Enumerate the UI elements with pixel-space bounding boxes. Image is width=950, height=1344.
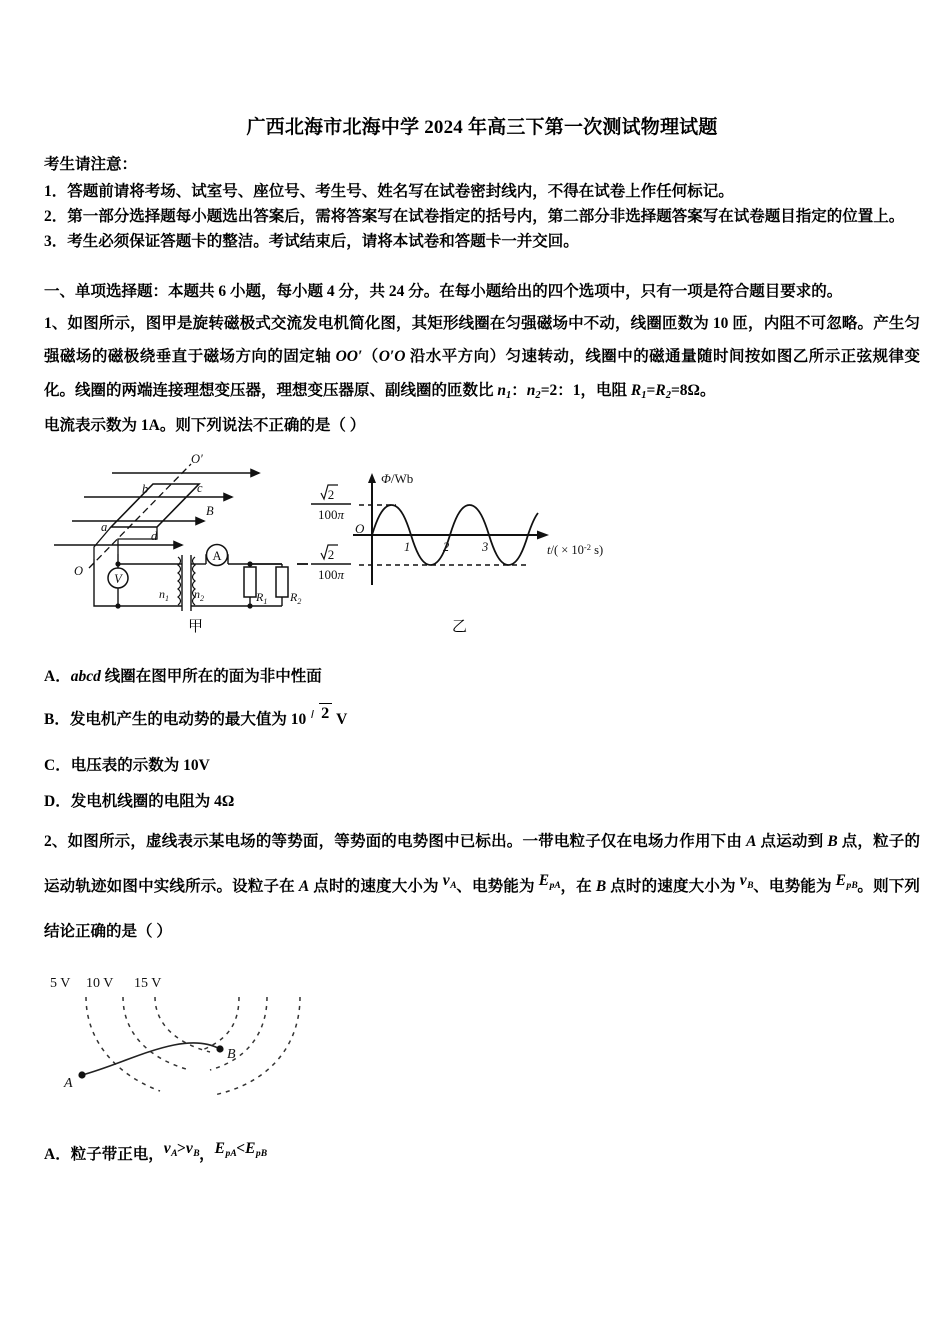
- question-1-axis-label: OO′: [335, 348, 363, 366]
- y-max-denominator: 100π: [317, 506, 345, 522]
- coil-label-b: b: [142, 481, 149, 496]
- resistor-r1-label: $R_1$: [256, 589, 268, 606]
- section-heading: 一、单项选择题：本题共 6 小题，每小题 4 分，共 24 分。在每小题给出的四个选项中，只有一项是符合题目要求的。: [44, 283, 843, 301]
- question-1-axis-label-2: O′O: [378, 348, 406, 366]
- potential-label-5v: 5 V: [50, 976, 71, 992]
- question-1-text-part1: 如图所示，图甲是旋转磁极式交流发电机简化图，其矩形线圈在匀强磁场中不动，线圈匝数为 10 匝，内阻不可忽略。产生匀强磁场的磁极绕垂直于磁场方向的固定轴: [44, 315, 920, 366]
- figure-caption-jia: 甲: [188, 618, 204, 635]
- question-2-point-b-2: B: [595, 878, 607, 896]
- question-1-figures: [44, 451, 920, 641]
- point-b-marker: [216, 1045, 223, 1052]
- question-2-stem: [44, 820, 920, 955]
- voltmeter-label: V: [114, 571, 122, 586]
- ratio-n2-sub: 2: [535, 389, 541, 401]
- coil-label-a: a: [101, 519, 108, 534]
- question-2-text-part1: 如图所示，虚线表示某电场的等势面，等势面的电势图中已标出。一带电粒子仅在电场力作用下由: [67, 833, 747, 851]
- option-b-text-before: 发电机产生的电动势的最大值为 10: [69, 710, 311, 728]
- ratio-n1-sub: 1: [506, 389, 512, 401]
- question-2-number: 2、: [44, 833, 68, 851]
- question-2-text-part4: 点时的速度大小为: [309, 878, 443, 896]
- potential-label-10v: 10 V: [86, 976, 114, 992]
- q2-option-a-epb: $E_{pB}$: [245, 1139, 268, 1159]
- ammeter-label: A: [212, 548, 222, 563]
- axis-bottom-label: O: [74, 563, 84, 578]
- q2-option-a-text: 粒子带正电，: [70, 1146, 164, 1164]
- origin-label: O: [355, 520, 365, 536]
- y-min-numerator: 2: [327, 546, 335, 562]
- resistor-r2: R: [655, 381, 666, 399]
- question-2-text-part5: 、电势能为: [456, 878, 539, 896]
- point-b-label: B: [227, 1047, 236, 1063]
- figure-flux-graph: [297, 463, 617, 613]
- question-1-option-b: [44, 703, 920, 730]
- question-1-stem-tail: 电流表示数为 1A。则下列说法不正确的是（ ）: [44, 417, 366, 435]
- question-2-va: $v_A$: [442, 871, 457, 892]
- question-2-text-part2: 点运动到: [756, 833, 828, 851]
- resistor-r1-sub: 1: [641, 389, 647, 401]
- resistor-r1: R: [630, 381, 642, 399]
- q2-option-a-va: $v_A$: [163, 1139, 178, 1159]
- option-b-letter: B．: [44, 710, 70, 728]
- question-2-point-b: B: [827, 833, 838, 851]
- question-2-epb: $E_{pB}$: [835, 871, 858, 892]
- option-c-text: 电压表的示数为 10V: [70, 756, 210, 774]
- q2-option-a-letter: A．: [44, 1146, 71, 1164]
- coil-label-d: d: [151, 528, 158, 543]
- option-d-text: 发电机线圈的电阻为 4Ω: [70, 793, 235, 811]
- question-2-text-part3: 点，粒子的运动轨迹如图中实线所示。设粒子在: [44, 833, 920, 896]
- figure-equipotential-field: [34, 969, 334, 1134]
- option-b-radicand: 2: [321, 703, 330, 722]
- resistor-r1-symbol: [244, 567, 256, 597]
- option-a-letter: A．: [44, 667, 71, 685]
- x-tick-2: 2: [443, 539, 450, 554]
- question-2-text-part9: 。则下列结论正确的是（ ）: [44, 878, 920, 941]
- y-max-numerator: 2: [327, 486, 335, 502]
- notice-item-1: 1．答题前请将考场、试室号、座位号、考生号、姓名写在试卷密封线内，不得在试卷上作任何标记。: [44, 183, 734, 201]
- option-b-text-after: V: [332, 710, 348, 728]
- resistor-equals: =: [646, 381, 656, 399]
- question-2-option-a: [44, 1139, 920, 1165]
- document-body: [44, 0, 920, 1165]
- question-2-text-part6: ，在: [560, 878, 596, 896]
- option-c-letter: C．: [44, 756, 71, 774]
- equipotential-arc-6: [214, 997, 300, 1095]
- y-axis-min-label: [297, 545, 351, 582]
- q2-option-a-vb: $v_B$: [185, 1139, 200, 1159]
- coil-label-c: c: [197, 480, 203, 495]
- question-1-option-c: [44, 756, 920, 776]
- question-2-vb: $v_B$: [739, 871, 754, 892]
- resistor-value: =8Ω。: [670, 381, 716, 399]
- field-label-B: B: [206, 503, 214, 518]
- ratio-separator: ：: [511, 381, 527, 399]
- equipotential-arc-4: [202, 997, 239, 1050]
- y-min-denominator: 100π: [317, 566, 345, 582]
- figure-caption-yi: 乙: [452, 618, 468, 635]
- notice-item-3: 3．考生必须保证答题卡的整洁。考试结束后，请将本试卷和答题卡一并交回。: [44, 233, 579, 251]
- q2-option-a-gt: >: [177, 1139, 186, 1157]
- option-d-letter: D．: [44, 793, 71, 811]
- ratio-n2: n: [526, 381, 536, 399]
- question-2-text-part7: 点时的速度大小为: [606, 878, 740, 896]
- option-a-text: 线圈在图甲所在的面为非中性面: [100, 667, 322, 685]
- secondary-coil-label: $n_2$: [194, 586, 204, 603]
- notice-item-2: 2．第一部分选择题每小题选出答案后，需将答案写在试卷指定的括号内，第二部分非选择题答案写在试卷题目指定的位置上。: [44, 208, 905, 226]
- x-tick-3: 3: [482, 539, 489, 554]
- y-axis-max-label: [311, 485, 351, 522]
- x-tick-1: 1: [404, 539, 411, 554]
- question-1-number: 1、: [44, 315, 68, 333]
- question-2-text-part8: 、电势能为: [753, 878, 836, 896]
- question-1-text-part2: （: [362, 348, 379, 366]
- equipotential-arc-1: [86, 997, 160, 1091]
- resistor-r2-label: $R_2$: [290, 589, 302, 606]
- question-1-stem: [44, 307, 920, 407]
- q2-option-a-epa: $E_{pA}$: [214, 1139, 237, 1159]
- potential-label-15v: 15 V: [134, 976, 162, 992]
- question-2-epa: $E_{pA}$: [538, 871, 561, 892]
- y-axis-label: Φ/Wb: [381, 470, 414, 486]
- question-1-text-part3: 沿水平方向）匀速转动，线圈中的磁通量随时间按如图乙所示正弦规律变化。线圈的两端连接理想变压器，理想变压器原、副线圈的匝数比: [44, 348, 920, 399]
- question-1-option-d: [44, 792, 920, 812]
- page-title: 广西北海市北海中学 2024 年高三下第一次测试物理试题: [246, 117, 718, 138]
- notice-heading: 考生请注意：: [44, 156, 138, 173]
- primary-coil-label: $n_1$: [159, 586, 169, 603]
- x-axis-label: $t/( \times 10^{-2}$ s): [547, 541, 604, 557]
- q2-option-a-lt: <: [236, 1139, 246, 1157]
- question-1-option-a: [44, 667, 920, 687]
- point-a-marker: [78, 1071, 85, 1078]
- question-2-figure-wrap: [44, 969, 920, 1139]
- particle-trajectory: [82, 1043, 220, 1075]
- point-a-label: A: [64, 1076, 73, 1092]
- q2-option-a-comma: ，: [199, 1146, 215, 1164]
- question-2-point-a: A: [746, 833, 757, 851]
- axis-top-label: O′: [191, 451, 203, 466]
- question-2-point-a-2: A: [298, 878, 310, 896]
- resistor-r2-sub: 2: [665, 389, 671, 401]
- ratio-value: =2：1，电阻: [540, 381, 631, 399]
- resistor-r2-symbol: [276, 567, 288, 597]
- ratio-n1: n: [497, 381, 507, 399]
- option-b-radical: [310, 703, 332, 724]
- option-a-italic-lead: abcd: [70, 667, 101, 685]
